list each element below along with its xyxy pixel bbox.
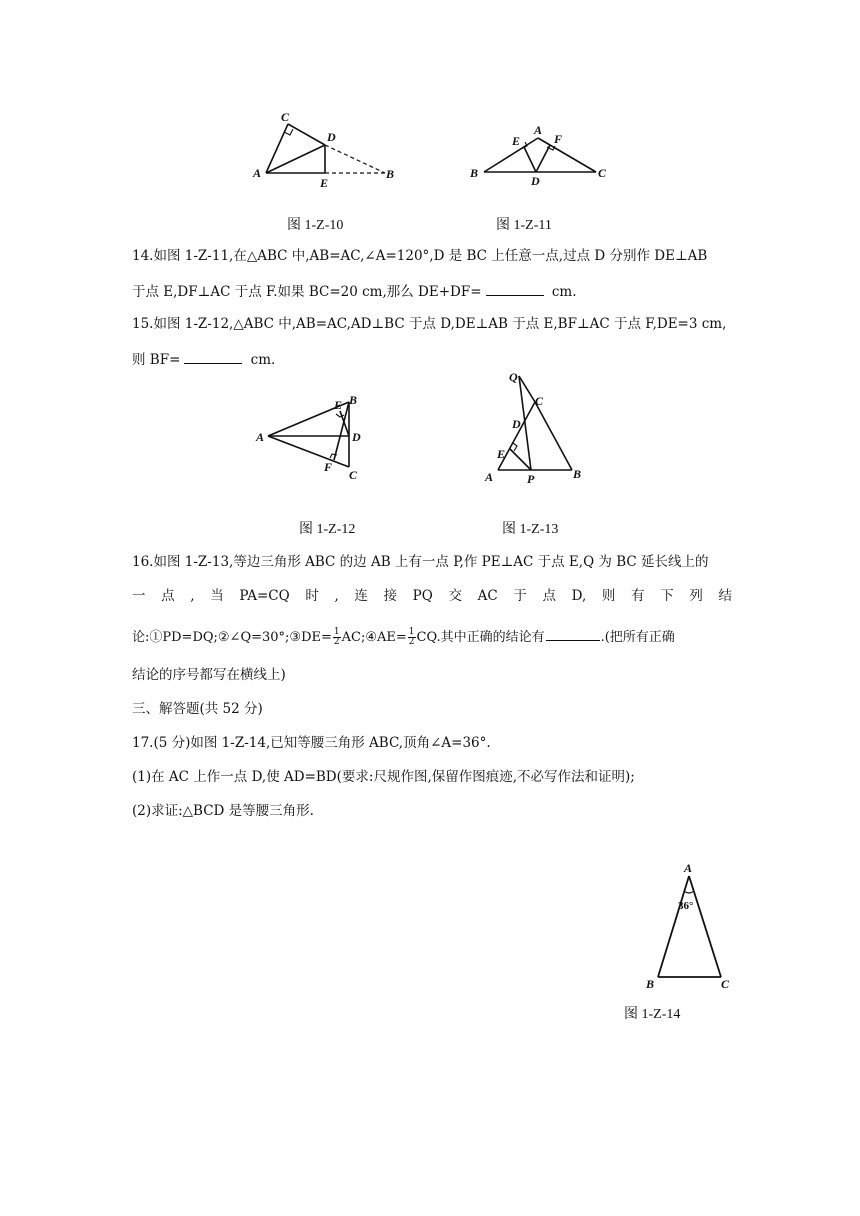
- caption-fig-1-z-14: 图 1-Z-14: [624, 1007, 681, 1022]
- question-14-text-a: 于点 E,DF⊥AC 于点 F.如果 BC=20 cm,那么 DE+DF=: [132, 284, 482, 300]
- fig10-label-b: B: [386, 167, 395, 181]
- fig12-label-b: B: [349, 393, 358, 407]
- fraction-one-half: [408, 628, 416, 647]
- fig12-label-a: A: [256, 430, 265, 444]
- answer-blank-q15[interactable]: [184, 349, 242, 364]
- question-14-line-1: 14.如图 1-Z-11,在△ABC 中,AB=AC,∠A=120°,D 是 BC 上任意一点,过点 D 分别作 DE⊥AB: [132, 248, 708, 264]
- section-3-heading: 三、解答题(共 52 分): [132, 701, 263, 717]
- fig13-label-b: B: [573, 467, 582, 481]
- q16-word: 有: [631, 588, 645, 604]
- q16-word: 点: [542, 588, 556, 604]
- q16-word: 结: [718, 588, 732, 604]
- fig11-label-c: C: [598, 166, 607, 180]
- q16-word: 一: [132, 588, 146, 604]
- q16-word: AC: [477, 588, 498, 604]
- fig11-label-e: E: [512, 134, 521, 148]
- question-14-line-2: [132, 281, 732, 302]
- figure-1-z-13: [478, 366, 588, 486]
- question-16-line-1: 16.如图 1-Z-13,等边三角形 ABC 的边 AB 上有一点 P,作 PE⊥AC 于点 E,Q 为 BC 延长线上的: [132, 554, 709, 570]
- fig14-label-b: B: [646, 977, 655, 991]
- question-16-line-2: [132, 586, 732, 606]
- question-16-line-4: 结论的序号都写在横线上): [132, 667, 286, 683]
- fig12-label-f: F: [324, 460, 333, 474]
- fig12-label-d: D: [352, 430, 361, 444]
- q16-word: 连: [354, 588, 368, 604]
- q16-word: 列: [689, 588, 703, 604]
- fig13-label-c: C: [535, 394, 544, 408]
- fig13-label-q: Q: [509, 370, 518, 384]
- q16-word: 点: [161, 588, 175, 604]
- fig12-label-e: E: [334, 398, 343, 412]
- figure-1-z-10: [250, 108, 410, 188]
- caption-fig-1-z-10: 图 1-Z-10: [287, 218, 344, 233]
- caption-fig-1-z-11: 图 1-Z-11: [496, 218, 552, 233]
- question-14-text-b: cm.: [547, 284, 577, 300]
- caption-fig-1-z-12: 图 1-Z-12: [299, 522, 356, 537]
- q16-word: ,: [190, 588, 195, 604]
- q16-word: D,: [571, 588, 587, 604]
- question-15-line-1: 15.如图 1-Z-12,△ABC 中,AB=AC,AD⊥BC 于点 D,DE⊥AB 于点 E,BF⊥AC 于点 F,DE=3 cm,: [132, 316, 727, 332]
- fig10-label-d: D: [327, 130, 336, 144]
- fig14-label-a: A: [684, 861, 693, 875]
- fig11-label-a: A: [534, 123, 543, 137]
- q16-text-d: .(把所有正确: [600, 630, 675, 645]
- figure-1-z-11: [466, 120, 616, 190]
- frac-num: 1: [333, 627, 340, 637]
- figure-1-z-12: [252, 388, 372, 488]
- question-17-line-2: (1)在 AC 上作一点 D,使 AD=BD(要求:尺规作图,保留作图痕迹,不必写作法和证明);: [132, 769, 635, 785]
- answer-blank-q16[interactable]: [546, 626, 600, 641]
- question-17-line-1: 17.(5 分)如图 1-Z-14,已知等腰三角形 ABC,顶角∠A=36°.: [132, 735, 491, 751]
- q16-word: 于: [513, 588, 527, 604]
- frac-den: 2: [408, 637, 415, 647]
- q16-word: 接: [383, 588, 398, 604]
- fig11-label-b: B: [470, 166, 479, 180]
- frac-den: 2: [333, 637, 340, 647]
- q16-word: 交: [448, 588, 462, 604]
- q16-word: 时: [305, 588, 319, 604]
- fraction-one-half: [333, 628, 341, 647]
- q16-word: ,: [334, 588, 339, 604]
- question-16-line-3: [132, 626, 732, 648]
- fig11-label-f: F: [554, 132, 563, 146]
- fig10-label-e: E: [320, 176, 329, 190]
- q16-word: 当: [210, 588, 224, 604]
- fig13-label-a: A: [485, 470, 494, 484]
- question-15-text-a: 则 BF=: [132, 352, 181, 368]
- q16-word: 则: [601, 588, 616, 604]
- fig14-angle-label: 36°: [678, 900, 694, 912]
- fig10-label-a: A: [253, 166, 262, 180]
- answer-blank-q14[interactable]: [486, 281, 544, 296]
- q16-word: 下: [660, 588, 674, 604]
- caption-fig-1-z-13: 图 1-Z-13: [502, 522, 559, 537]
- fig14-label-c: C: [721, 977, 730, 991]
- q16-text-c: CQ.其中正确的结论有: [416, 630, 545, 645]
- q16-word: PA=CQ: [239, 588, 290, 604]
- frac-num: 1: [408, 627, 415, 637]
- figure-1-z-14: [640, 858, 740, 998]
- fig11-label-d: D: [531, 174, 540, 188]
- fig12-label-c: C: [349, 468, 358, 482]
- q16-text-b: AC;④AE=: [341, 630, 407, 645]
- q16-text-a: 论:①PD=DQ;②∠Q=30°;③DE=: [132, 630, 332, 645]
- q16-word: PQ: [412, 588, 433, 604]
- fig13-label-p: P: [527, 472, 535, 486]
- fig10-label-c: C: [281, 110, 290, 124]
- fig13-label-d: D: [512, 417, 521, 431]
- question-17-line-3: (2)求证:△BCD 是等腰三角形.: [132, 803, 314, 819]
- fig13-label-e: E: [497, 447, 506, 461]
- question-15-line-2: [132, 349, 732, 370]
- question-15-text-b: cm.: [246, 352, 276, 368]
